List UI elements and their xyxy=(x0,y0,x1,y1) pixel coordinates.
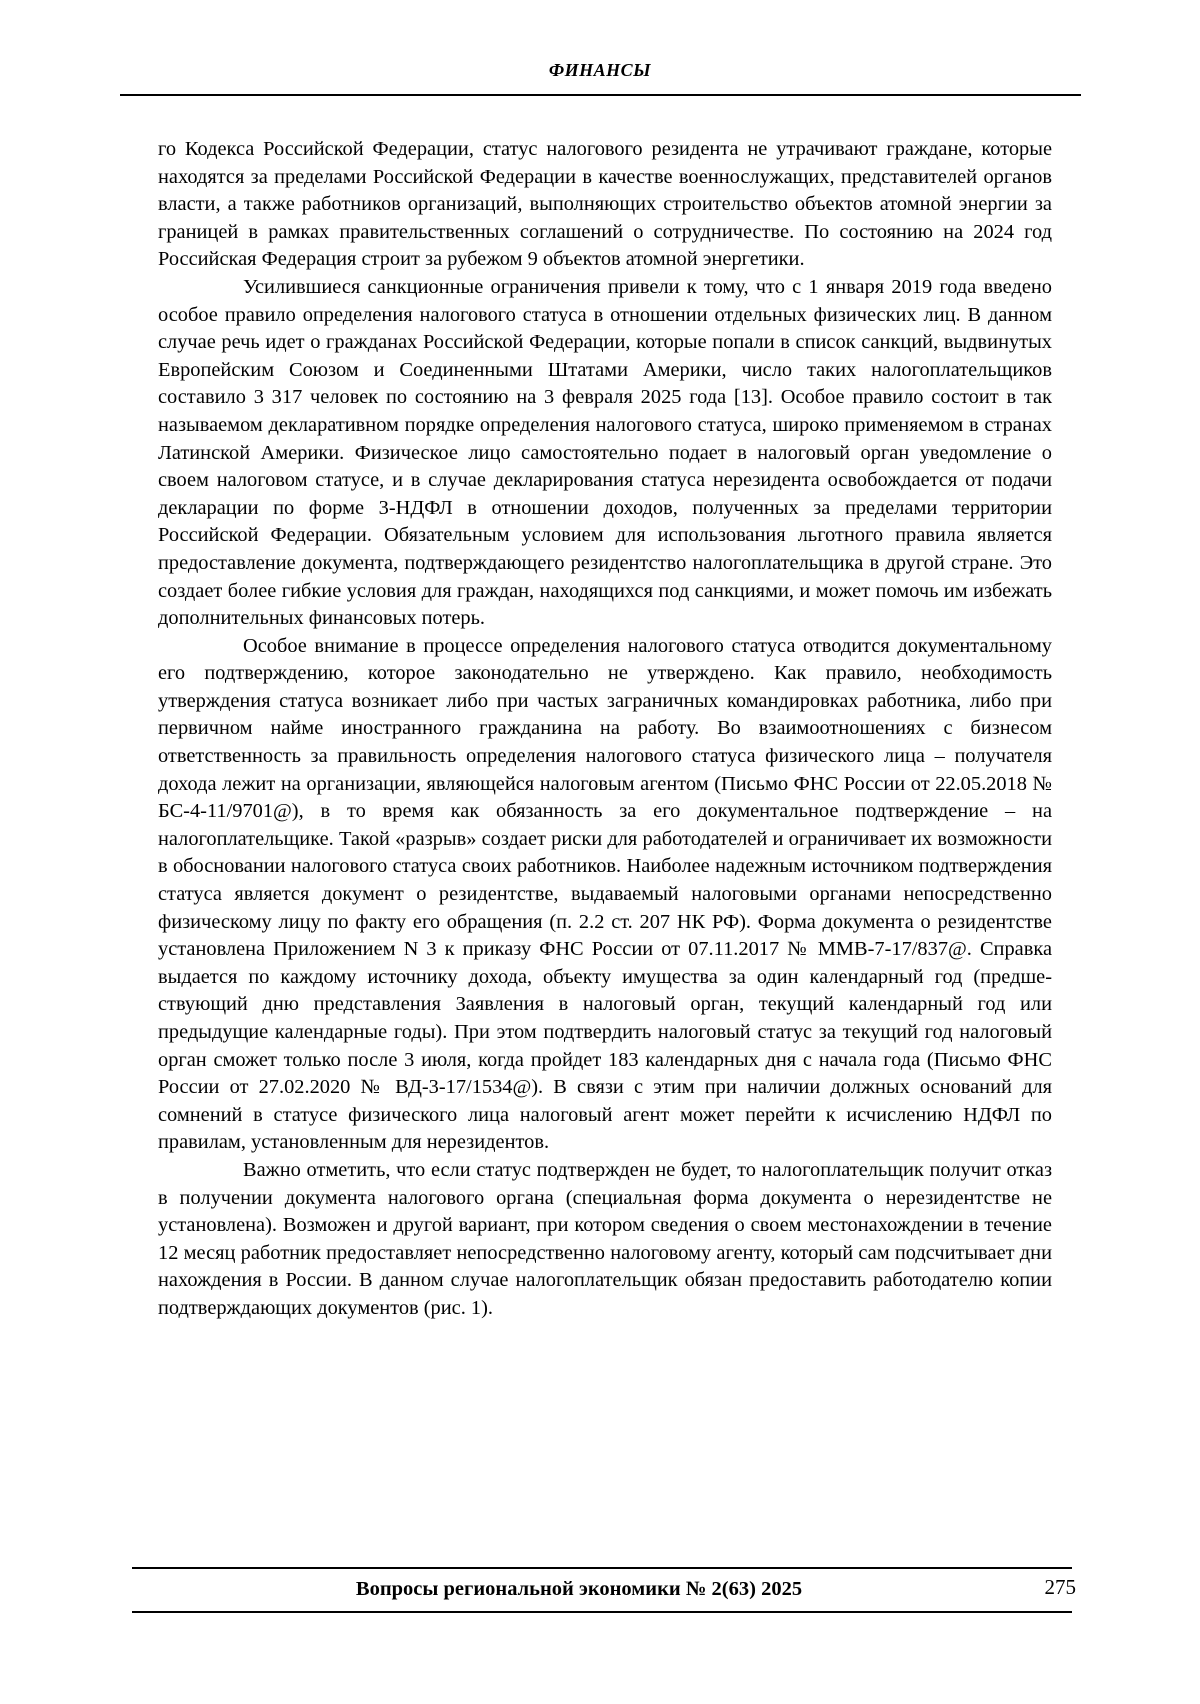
article-body xyxy=(158,136,1052,1323)
paragraph: Особое внимание в процессе определения налогового статуса отводится документальному его подтверждению, которое законодательно не утверждено. Как правило, необходимость утверждения статуса возникает либо при частых заграничных командировках работника, либо при первичном найме иностранного гражданина на работу. Во взаимоотношениях с бизнесом ответственность за правильность определения налогового статуса физического лица – получателя дохода лежит на организации, являющейся налоговым агентом (Письмо ФНС России от 22.05.2018 № БС-4-11/9701@), в то время как обязанность за его документальное подтверждение – на налогоплательщике. Такой «разрыв» создает риски для работодателей и ограничивает их возможности в обосновании налогового статуса своих работников. Наиболее надежным источником подтверждения статуса является документ о резидентстве, выдаваемый налоговыми органами непосредственно физическому лицу по факту его обращения (п. 2.2 ст. 207 НК РФ). Форма документа о резидентстве установлена Приложением N 3 к приказу ФНС России от 07.11.2017 № ММВ-7-17/837@. Справка выдается по каждому источнику дохода, объекту имущества за один календарный год (предшествующий дню представления Заявления в налоговый орган, текущий календарный год или предыдущие календарные годы). При этом подтвердить налоговый статус за текущий год налоговый орган сможет только после 3 июля, когда пройдет 183 календарных дня с начала года (Письмо ФНС России от 27.02.2020 № ВД-3-17/1534@). В связи с этим при наличии должных оснований для сомнений в статусе физического лица налоговый агент может перейти к исчислению НДФЛ по правилам, установленным для нерезидентов. xyxy=(158,634,1052,1154)
header-divider xyxy=(120,94,1081,96)
paragraph: Усилившиеся санкционные ограничения привели к тому, что с 1 января 2019 года введено особое правило определения налогового статуса в отношении отдельных физических лиц. В данном случае речь идет о гражданах Российской Федерации, которые попали в список санкций, выдвинутых Европейским Союзом и Соединенными Штатами Америки, число таких налогоплательщиков составило 3 317 человек по состоянию на 3 февраля 2025 года [13]. Особое правило состоит в так называемом декларативном порядке определения налогового статуса, широко применяемом в странах Латинской Америки. Физическое лицо самостоятельно подает в налоговый орган уведомление о своем налоговом статусе, и в случае декларирования статуса нерезидента освобождается от подачи декларации по форме 3-НДФЛ в отношении доходов, полученных за пределами территории Российской Федерации. Обязательным условием для использования льготного правила является предоставление документа, подтверждающего резидентство налогоплательщика в другой стране. Это создает более гибкие условия для граждан, находящихся под санкциями, и может помочь им избежать дополнительных финансовых потерь. xyxy=(158,275,1052,630)
paragraph: Важно отметить, что если статус подтвержден не будет, то налогоплательщик получит отказ в получении документа налогового органа (специальная форма документа о нерезидентстве не установлена). Возможен и другой вариант, при котором сведения о своем местонахождении в течение 12 месяц работник предоставляет непосредственно налоговому агенту, который сам подсчитывает дни нахождения в России. В данном случае налогоплательщик обязан предоставить работодателю копии подтверждающих документов (рис. 1). xyxy=(158,1158,1052,1319)
footer-divider-top xyxy=(132,1567,1072,1569)
footer-divider-bottom xyxy=(132,1611,1072,1613)
paragraph: го Кодекса Российской Федерации, статус налогового резидента не утрачивают граждане, которые находятся за пределами Российской Федерации в качестве военнослужащих, представителей органов власти, а также работников организаций, выполняющих строительство объектов атомной энергии за границей в рамках правительственных соглашений о сотрудничестве. По состоянию на 2024 год Российская Федерация строит за рубежом 9 объектов атомной энергетики. xyxy=(158,138,1052,271)
footer-journal-title: Вопросы региональной экономики № 2(63) 2025 xyxy=(355,1578,803,1600)
running-header: ФИНАНСЫ xyxy=(548,60,652,80)
page-number: 275 xyxy=(1044,1575,1076,1599)
